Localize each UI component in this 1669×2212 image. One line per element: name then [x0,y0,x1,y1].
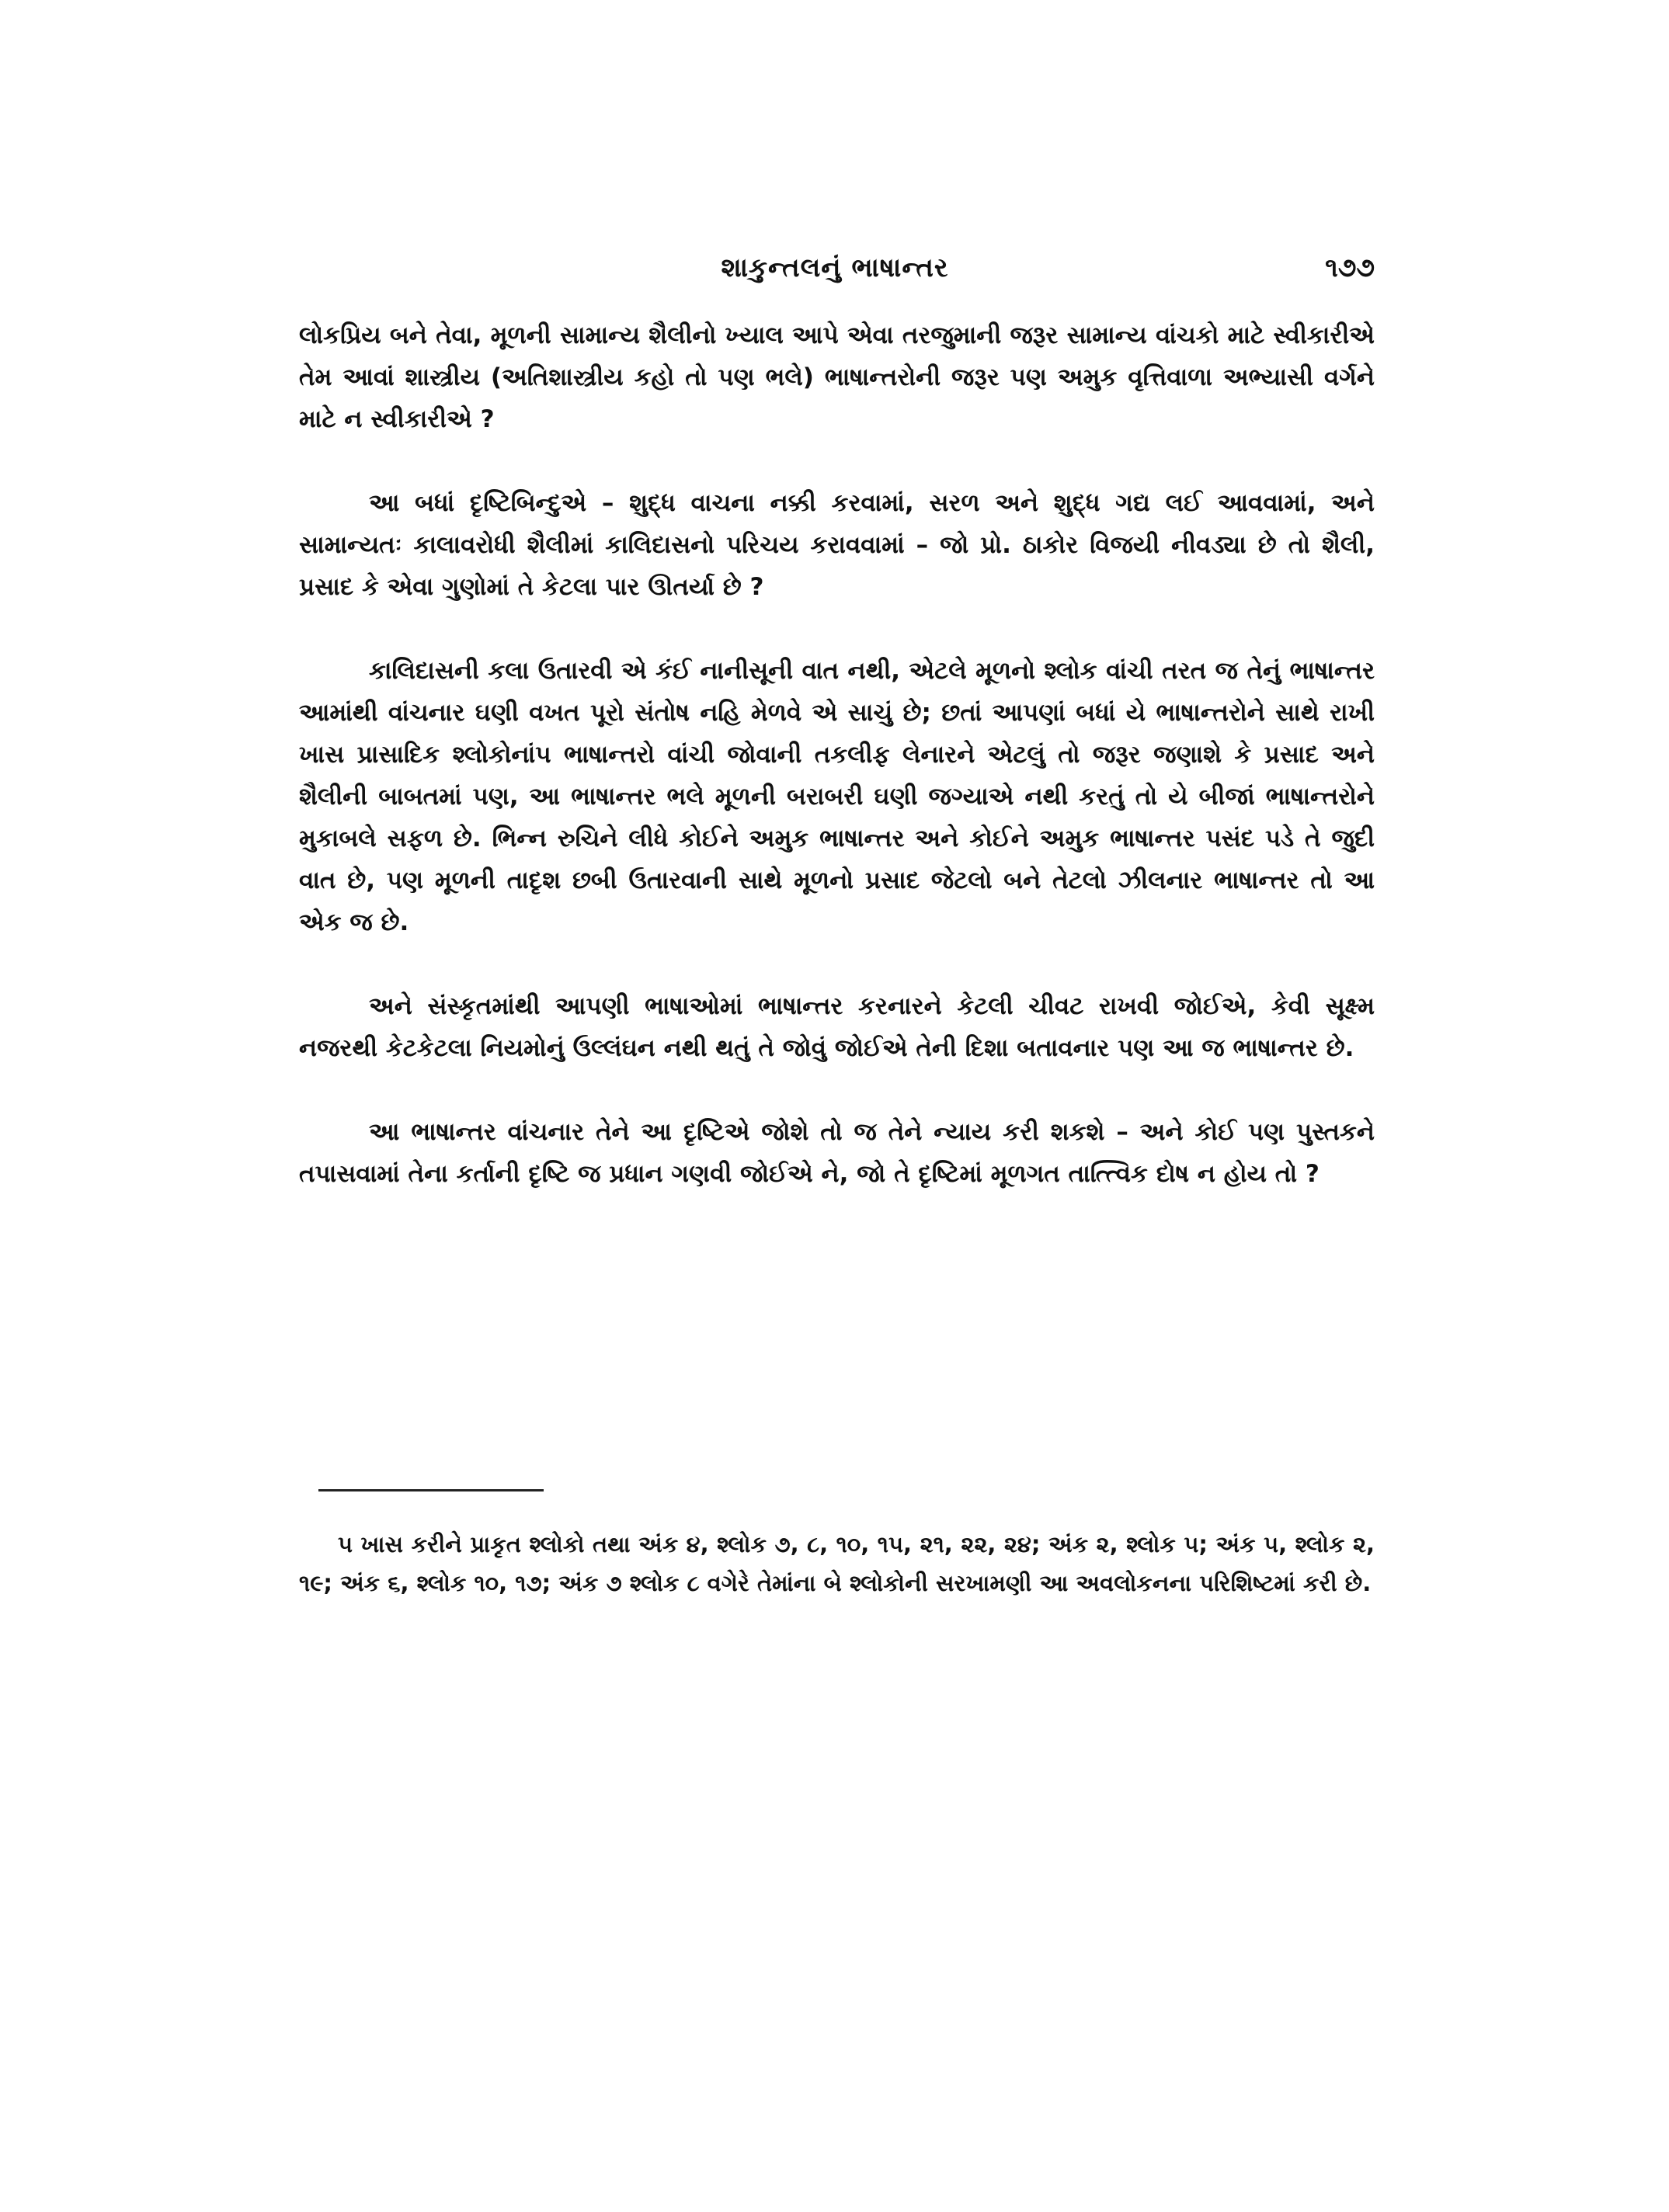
footnote: ૫ ખાસ કરીને પ્રાકૃત શ્લોકો તથા અંક ૪, શ્લોક ૭, ૮, ૧૦, ૧૫, ૨૧, ૨૨, ૨૪; અંક ૨, શ્લોક ૫; અંક ૫, શ્લોક ૨, ૧૯; અંક ૬, શ્લોક ૧૦, ૧૭; અંક ૭ શ્લોક ૮ વગેરે તેમાંના બે શ્લોકોની સરખામણી આ અવલોકનના પરિશિષ્ટમાં કરી છે. [299,1531,1375,1596]
paragraph-3: કાલિદાસની કલા ઉતારવી એ કંઈ નાનીસૂની વાત નથી, એટલે મૂળનો શ્લોક વાંચી તરત જ તેનું ભાષાન્તર આમાંથી વાંચનાર ઘણી વખત પૂરો સંતોષ નહિ મેળવે એ સાચું છે; છતાં આપણાં બધાં યે ભાષાન્તરોને સાથે રાખી ખાસ પ્રાસાદિક શ્લોકોનાં૫ ભાષાન્તરો વાંચી જોવાની તકલીફ લેનારને એટલું તો જરૂર જણાશે કે પ્રસાદ અને શૈલીની બાબતમાં પણ, આ ભાષાન્તર ભલે મૂળની બરાબરી ઘણી જગ્યાએ નથી કરતું તો યે બીજાં ભાષાન્તરોને મુકાબલે સફળ છે. ભિન્ન રુચિને લીધે કોઈને અમુક ભાષાન્તર અને કોઈને અમુક ભાષાન્તર પસંદ પડે તે જુદી વાત છે, પણ મૂળની તાદૃશ છબી ઉતારવાની સાથે મૂળનો પ્રસાદ જેટલો બને તેટલો ઝીલનાર ભાષાન્તર તો આ એક જ છે. [299,657,1375,936]
footnote-divider [318,1489,544,1491]
body-text [299,314,1375,1237]
running-title: શાકુન્તલનું ભાષાન્તર [721,252,949,283]
running-head [295,252,1375,299]
paragraph-4: અને સંસ્કૃતમાંથી આપણી ભાષાઓમાં ભાષાન્તર કરનારને કેટલી ચીવટ રાખવી જોઈએ, કેવી સૂક્ષ્મ નજરથી કેટકેટલા નિયમોનું ઉલ્લંઘન નથી થતું તે જોવું જોઈએ તેની દિશા બતાવનાર પણ આ જ ભાષાન્તર છે. [299,992,1375,1062]
paragraph-1: લોકપ્રિય બને તેવા, મૂળની સામાન્ય શૈલીનો ખ્યાલ આપે એવા તરજુમાની જરૂર સામાન્ય વાંચકો માટે સ્વીકારીએ તેમ આવાં શાસ્ત્રીય (અતિશાસ્ત્રીય કહો તો પણ ભલે) ભાષાન્તરોની જરૂર પણ અમુક વૃત્તિવાળા અભ્યાસી વર્ગને માટે ન સ્વીકારીએ ? [299,321,1375,433]
page-number: ૧૭૭ [1325,252,1375,283]
paragraph-5: આ ભાષાન્તર વાંચનાર તેને આ દૃષ્ટિએ જોશે તો જ તેને ન્યાય કરી શકશે – અને કોઈ પણ પુસ્તકને તપાસવામાં તેના કર્તાની દૃષ્ટિ જ પ્રધાન ગણવી જોઈએ ને, જો તે દૃષ્ટિમાં મૂળગત તાત્ત્વિક દોષ ન હોય તો ? [299,1118,1375,1188]
paragraph-2: આ બધાં દૃષ્ટિબિન્દુએ – શુદ્ધ વાચના નક્કી કરવામાં, સરળ અને શુદ્ધ ગદ્ય લઈ આવવામાં, અને સામાન્યતઃ કાલાવરોધી શૈલીમાં કાલિદાસનો પરિચય કરાવવામાં – જો પ્રો. ઠાકોર વિજયી નીવડ્યા છે તો શૈલી, પ્રસાદ કે એવા ગુણોમાં તે કેટલા પાર ઊતર્યા છે ? [299,489,1375,601]
